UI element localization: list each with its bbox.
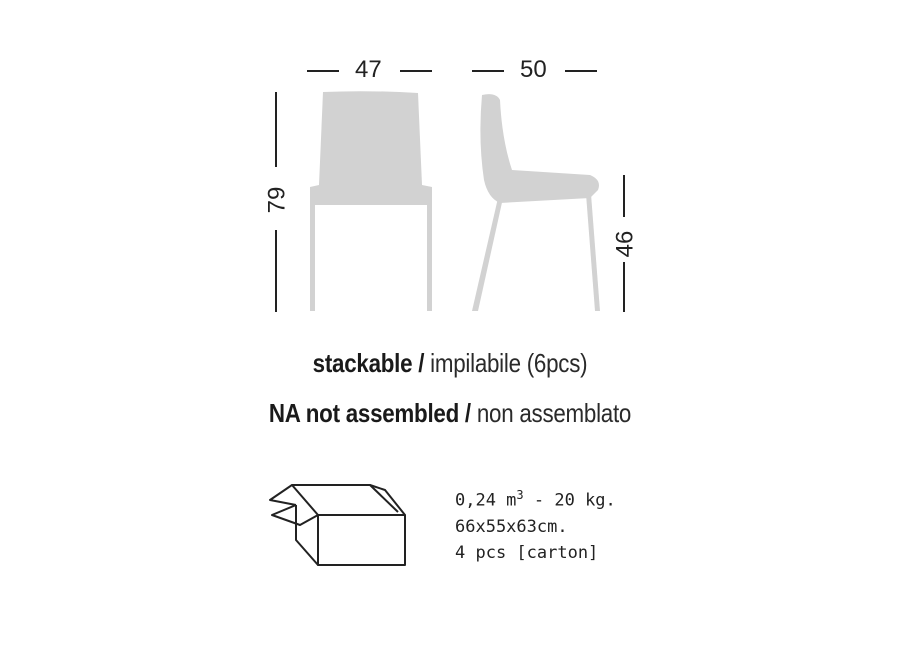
packaging-pieces: 4 pcs [carton]: [455, 542, 599, 563]
packaging-info: [455, 482, 616, 566]
packaging-box-size: 66x55x63cm.: [455, 516, 568, 537]
chair-side-view: [472, 94, 600, 311]
depth-dimension: 50: [520, 56, 547, 83]
stackable-caption: [63, 348, 837, 379]
assembly-caption: [63, 398, 837, 429]
carton-box-icon: [270, 485, 405, 565]
packaging-volume-weight: 0,24 $m^3 - 20$ kg.: [455, 488, 616, 511]
seat-height-dimension: 46: [611, 230, 639, 258]
assembly-label-it: non assemblato: [476, 398, 632, 428]
width-dimension: 47: [355, 56, 382, 83]
assembly-label: NA not assembled /: [268, 398, 471, 428]
stackable-label-it: impilabile (6pcs): [430, 348, 588, 378]
height-dimension: 79: [263, 186, 291, 214]
stackable-label: stackable /: [312, 348, 425, 378]
chair-front-view: [310, 91, 432, 311]
